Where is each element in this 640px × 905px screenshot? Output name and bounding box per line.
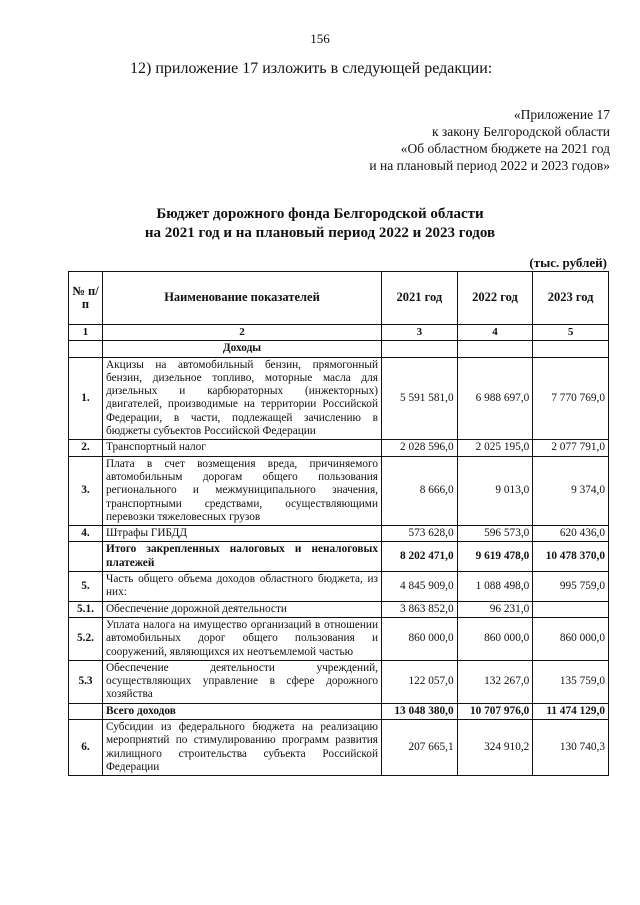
title-line: Бюджет дорожного фонда Белгородской области [156, 206, 484, 222]
row-value-2021: 207 665,1 [382, 720, 458, 776]
row-value-2022: 860 000,0 [457, 617, 533, 660]
row-number: 5.1. [69, 601, 103, 617]
row-value-2023: 9 374,0 [533, 456, 609, 525]
row-name: Субсидии из федерального бюджета на реализацию мероприятий по стимулированию программ развития жилищного строительства субъекта Российской Федерации [103, 720, 382, 776]
row-number: 4. [69, 526, 103, 542]
row-value-2021: 2 028 596,0 [382, 440, 458, 456]
row-name: Обеспечение дорожной деятельности [103, 601, 382, 617]
appendix-reference [330, 106, 610, 174]
section-income-label: Доходы [103, 341, 382, 357]
table-row [69, 720, 609, 776]
row-value-2021: 860 000,0 [382, 617, 458, 660]
section-row [69, 341, 609, 357]
row-number: 5.2. [69, 617, 103, 660]
row-value-2021: 8 666,0 [382, 456, 458, 525]
row-name: Штрафы ГИБДД [103, 526, 382, 542]
table-row [69, 526, 609, 542]
table-row [69, 542, 609, 572]
table-row [69, 703, 609, 719]
header-name: Наименование показателей [103, 272, 382, 325]
row-value-2023: 11 474 129,0 [533, 703, 609, 719]
page-number: 156 [310, 31, 330, 46]
row-value-2022: 9 013,0 [457, 456, 533, 525]
appendix-line: «Об областном бюджете на 2021 год [400, 141, 610, 156]
row-number: 2. [69, 440, 103, 456]
row-value-2021: 122 057,0 [382, 660, 458, 703]
table-row [69, 440, 609, 456]
row-value-2023: 10 478 370,0 [533, 542, 609, 572]
table-row [69, 660, 609, 703]
row-value-2023: 7 770 769,0 [533, 357, 609, 440]
header-2023: 2023 год [533, 272, 609, 325]
row-value-2021: 13 048 380,0 [382, 703, 458, 719]
header-num: № п/п [69, 272, 103, 325]
table-row [69, 572, 609, 602]
row-value-2022: 324 910,2 [457, 720, 533, 776]
table-row [69, 601, 609, 617]
document-title [0, 205, 640, 243]
row-value-2023: 860 000,0 [533, 617, 609, 660]
table-row [69, 617, 609, 660]
header-2021: 2021 год [382, 272, 458, 325]
row-number: 5.3 [69, 660, 103, 703]
row-name: Транспортный налог [103, 440, 382, 456]
empty-cell [382, 341, 458, 357]
row-value-2023: 135 759,0 [533, 660, 609, 703]
column-index: 2 [103, 325, 382, 341]
column-index: 4 [457, 325, 533, 341]
row-number: 1. [69, 357, 103, 440]
row-value-2021: 5 591 581,0 [382, 357, 458, 440]
title-line: на 2021 год и на плановый период 2022 и 2023 годов [144, 225, 496, 241]
row-name: Акцизы на автомобильный бензин, прямогонный бензин, дизельное топливо, моторные масла для дизельных и карбюраторных (инжекторных) двигателей, производимые на территории Российской Федерации, в части, подлежащей зачислению в бюджеты субъектов Российской Федерации [103, 357, 382, 440]
row-value-2023: 130 740,3 [533, 720, 609, 776]
table-row [69, 456, 609, 525]
row-name: Всего доходов [103, 703, 382, 719]
row-value-2023: 995 759,0 [533, 572, 609, 602]
row-name: Обеспечение деятельности учреждений, осуществляющих управление в сфере дорожного хозяйства [103, 660, 382, 703]
row-name: Часть общего объема доходов областного бюджета, из них: [103, 572, 382, 602]
table-row [69, 357, 609, 440]
row-value-2022: 6 988 697,0 [457, 357, 533, 440]
row-name: Итого закрепленных налоговых и неналоговых платежей [103, 542, 382, 572]
row-value-2022: 10 707 976,0 [457, 703, 533, 719]
column-index: 5 [533, 325, 609, 341]
row-value-2022: 96 231,0 [457, 601, 533, 617]
row-value-2021: 8 202 471,0 [382, 542, 458, 572]
units-label: (тыс. рублей) [529, 255, 607, 270]
row-number: 6. [69, 720, 103, 776]
empty-cell [69, 341, 103, 357]
table-header-row [69, 272, 609, 325]
row-number: 5. [69, 572, 103, 602]
appendix-line: «Приложение 17 [513, 107, 610, 122]
column-index: 1 [69, 325, 103, 341]
row-value-2023 [533, 601, 609, 617]
appendix-line: и на плановый период 2022 и 2023 годов» [369, 158, 610, 173]
row-value-2022: 596 573,0 [457, 526, 533, 542]
row-value-2023: 620 436,0 [533, 526, 609, 542]
row-number: 3. [69, 456, 103, 525]
row-value-2021: 4 845 909,0 [382, 572, 458, 602]
row-value-2023: 2 077 791,0 [533, 440, 609, 456]
row-value-2021: 573 628,0 [382, 526, 458, 542]
intro-text: 12) приложение 17 изложить в следующей редакции: [130, 60, 493, 77]
row-value-2022: 9 619 478,0 [457, 542, 533, 572]
row-name: Плата в счет возмещения вреда, причиняемого автомобильным дорогам общего пользования регионального и межмуниципального значения, транспортными средствами, осуществляющими перевозки тяжеловесных грузов [103, 456, 382, 525]
appendix-line: к закону Белгородской области [432, 124, 610, 139]
row-name: Уплата налога на имущество организаций в отношении автомобильных дорог общего пользования и сооружений, являющихся их неотъемлемой частью [103, 617, 382, 660]
column-index: 3 [382, 325, 458, 341]
budget-table [68, 271, 609, 776]
column-index-row [69, 325, 609, 341]
empty-cell [533, 341, 609, 357]
row-value-2022: 1 088 498,0 [457, 572, 533, 602]
row-number [69, 542, 103, 572]
row-value-2022: 2 025 195,0 [457, 440, 533, 456]
row-value-2021: 3 863 852,0 [382, 601, 458, 617]
header-2022: 2022 год [457, 272, 533, 325]
empty-cell [457, 341, 533, 357]
row-value-2022: 132 267,0 [457, 660, 533, 703]
row-number [69, 703, 103, 719]
